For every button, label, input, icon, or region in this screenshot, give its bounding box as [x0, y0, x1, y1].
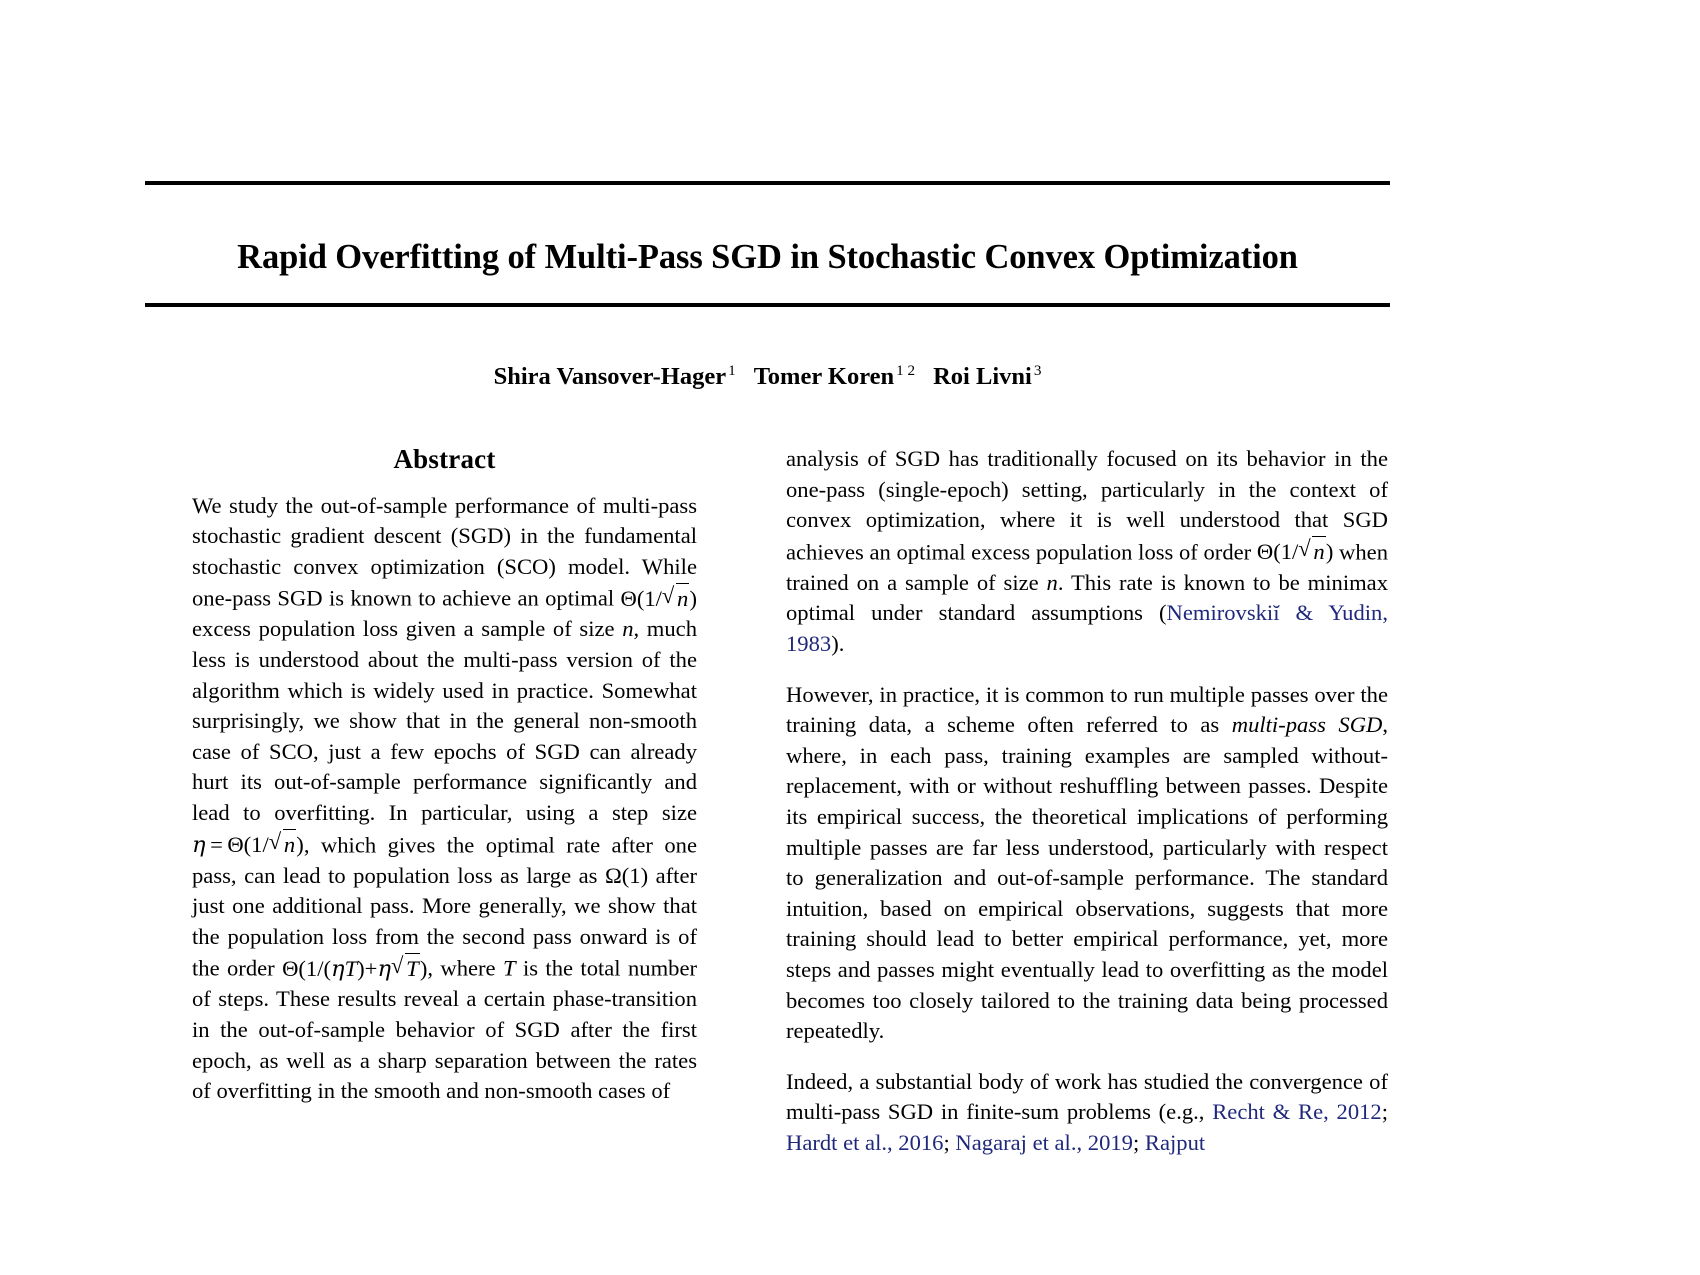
- math-theta-one-over-sqrt-n: Θ(1/ √ n): [1257, 539, 1334, 564]
- paragraph-indeed-substantial-body: [786, 1067, 1388, 1159]
- abstract-text: excess population loss given a sample of size: [192, 616, 623, 642]
- emphasis-multi-pass-sgd: multi-pass SGD: [1231, 712, 1383, 738]
- math-theta-one-over-sqrt-n: Θ(1/ √ n): [621, 586, 698, 611]
- body-text: . This rate is known to be minimax optimal under standard assumptions (: [786, 569, 1388, 626]
- paragraph-analysis-of-sgd: [786, 444, 1388, 660]
- author-name: Roi Livni: [933, 363, 1032, 390]
- author-name: Shira Vansover-Hager: [493, 363, 727, 390]
- math-n: n: [622, 616, 634, 642]
- citation-separator: ;: [943, 1129, 956, 1155]
- body-text: However, in practice, it is common to run multiple passes over the training data, a scheme often referred to as: [786, 681, 1388, 738]
- abstract-text: after just one additional pass. More generally, we show that the population loss from the second pass onward is of the order: [192, 862, 697, 981]
- math-n: n: [1046, 569, 1058, 595]
- author-list: [145, 362, 1390, 391]
- body-column: [786, 444, 1388, 1159]
- citation-link[interactable]: Nemirovskiĭ & Yudin, 1983: [786, 600, 1388, 656]
- body-text: , where, in each pass, training examples are sampled without-replacement, with or without reshuffling between passes. Despite its empirical success, the theoretical implications of performing multiple passes are far less understood, particularly with respect to generalization and out-of-sample performance. The standard intuition, based on empirical observations, suggests that more training should lead to better empirical performance, yet, more steps and passes might eventually lead to overfitting as the model becomes too closely tailored to the training data being processed repeatedly.: [786, 712, 1388, 1044]
- abstract-text: , where: [427, 955, 503, 981]
- citation-link[interactable]: Nagaraj et al., 2019: [955, 1129, 1133, 1155]
- author-entry: [494, 363, 736, 390]
- citation-separator: ;: [1132, 1129, 1145, 1155]
- author-entry: [933, 363, 1041, 390]
- abstract-body: [192, 491, 697, 1107]
- abstract-text: We study the out-of-sample performance of multi-pass stochastic gradient descent (SGD) in the fundamental stochastic convex optimization (SCO) model. While one-pass SGD is known to achieve an optimal: [192, 492, 697, 611]
- paragraph-however-in-practice: [786, 680, 1388, 1047]
- author-affiliation-marker: 1: [728, 361, 736, 379]
- author-affiliation-marker: 1 2: [896, 361, 916, 379]
- body-text: Indeed, a substantial body of work has studied the convergence of multi-pass SGD in finite-sum problems (e.g.,: [786, 1068, 1388, 1125]
- citation-separator: ;: [1381, 1099, 1388, 1125]
- abstract-heading: Abstract: [393, 444, 496, 474]
- author-entry: [754, 363, 915, 390]
- abstract-text: , much less is understood about the multi-pass version of the algorithm which is widely used in practice. Somewhat surprisingly, we show that in the general non-smooth case of SCO, just a few epochs of SGD can already hurt its out-of-sample performance significantly and lead to overfitting. In particular, using a step size: [192, 616, 698, 825]
- math-T: T: [502, 955, 516, 981]
- author-name: Tomer Koren: [753, 363, 895, 390]
- author-affiliation-marker: 3: [1033, 361, 1042, 379]
- body-text: when trained on a sample of size: [786, 539, 1388, 595]
- abstract-text: , which gives the optimal rate after one pass, can lead to population loss as large as: [192, 832, 697, 888]
- citation-link[interactable]: Rajput: [1144, 1129, 1206, 1155]
- title-rule-top: [145, 181, 1390, 185]
- body-text: analysis of SGD has traditionally focused on its behavior in the one-pass (single-epoch) setting, particularly in the context of convex optimization, where it is well understood that SGD achieves an optimal excess population loss of order: [786, 446, 1388, 565]
- body-text: ).: [831, 631, 845, 656]
- math-omega-one: Ω(1): [604, 862, 649, 888]
- citation-link[interactable]: Recht & Re, 2012: [1212, 1099, 1382, 1125]
- math-eta-equals-theta: η = Θ(1/ √ n): [192, 832, 304, 857]
- math-theta-rate: Θ(1/(ηT)+η √ T): [282, 956, 427, 981]
- abstract-column: [192, 444, 697, 1107]
- abstract-text: is the total number of steps. These results reveal a certain phase-transition in the out-of-sample behavior of SGD after the first epoch, as well as a sharp separation between the rates of overfitting in the smooth and non-smooth cases of: [192, 955, 697, 1104]
- citation-link[interactable]: Hardt et al., 2016: [786, 1129, 944, 1155]
- title-rule-bottom: [145, 303, 1390, 307]
- page-title: Rapid Overfitting of Multi-Pass SGD in Stochastic Convex Optimization: [237, 238, 1298, 277]
